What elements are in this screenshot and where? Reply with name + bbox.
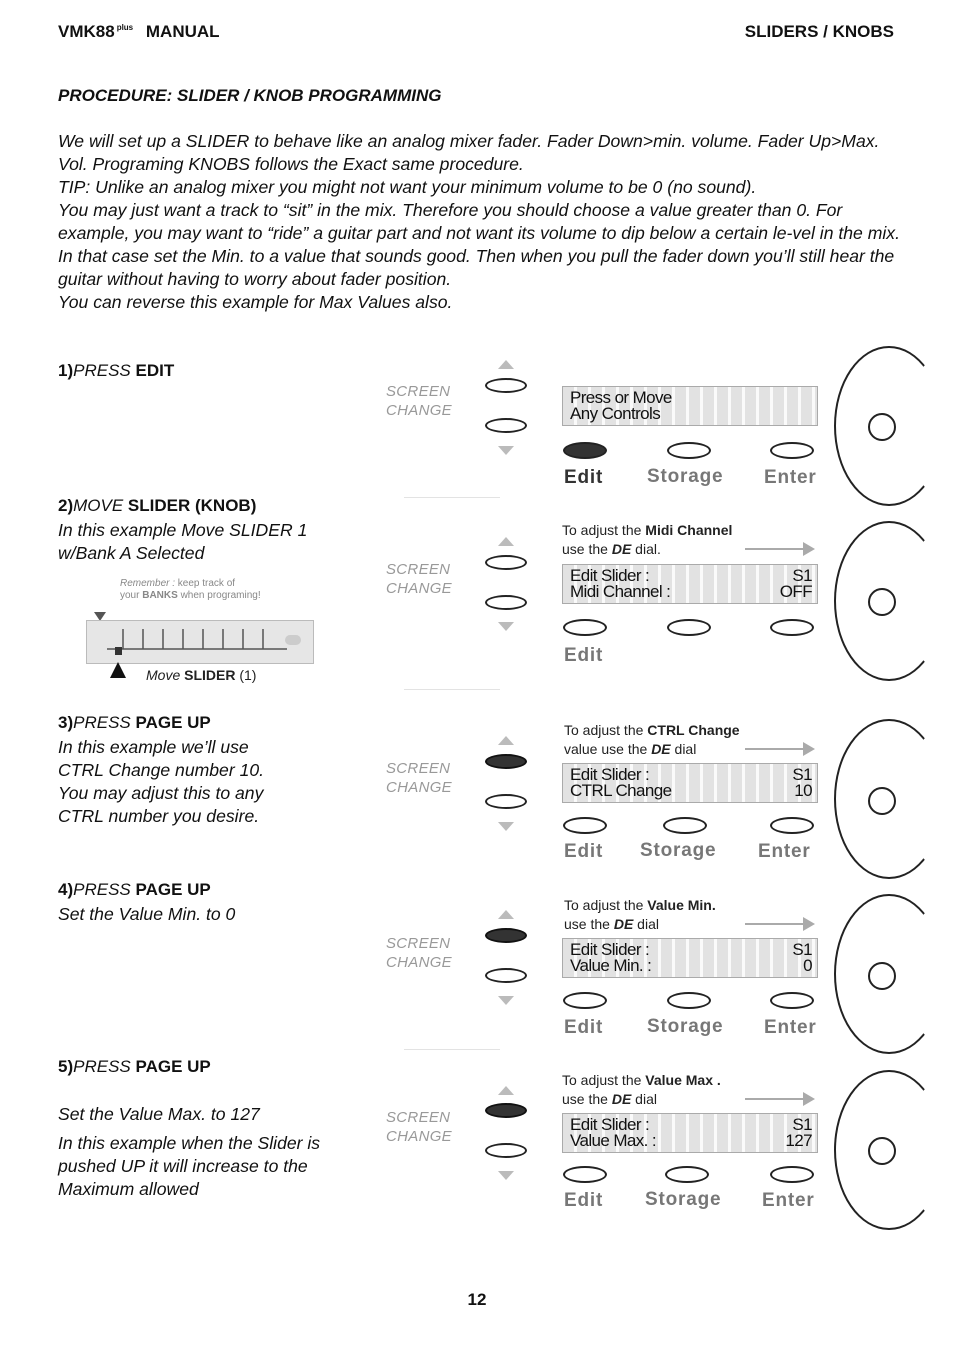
step-1-heading: 1)PRESS EDIT	[58, 361, 175, 380]
storage-label: Storage	[645, 1189, 722, 1210]
page-down-button[interactable]	[485, 1143, 527, 1158]
lcd-line-1: Edit Slider :	[570, 566, 650, 585]
page-down-arrow-icon	[498, 996, 514, 1005]
divider	[404, 497, 500, 498]
storage-button[interactable]	[665, 1166, 709, 1183]
small-knob-icon[interactable]	[868, 962, 896, 990]
intro-paragraph: You can reverse this example for Max Values also.	[58, 292, 453, 312]
enter-label: Enter	[764, 467, 817, 488]
lcd-line-1: Press or Move	[570, 388, 672, 407]
page-up-button[interactable]	[485, 1103, 527, 1118]
header-model: VMK88 $^{plus}$ MANUAL	[58, 22, 220, 41]
storage-button[interactable]	[667, 619, 711, 636]
page-down-arrow-icon	[498, 1171, 514, 1180]
lcd-line-1: Edit Slider :	[570, 765, 650, 784]
enter-button[interactable]	[770, 817, 814, 834]
page-up-arrow-icon	[498, 537, 514, 546]
screen-change-label: SCREEN CHANGE	[386, 561, 452, 597]
right-arrow-icon	[745, 748, 805, 750]
lcd-line-1: Edit Slider :	[570, 940, 650, 959]
page-up-arrow-icon	[498, 736, 514, 745]
lcd-display	[562, 763, 818, 803]
bank-reminder: Remember : keep track of your BANKS when programing!	[120, 578, 261, 601]
edit-button[interactable]	[563, 1166, 607, 1183]
edit-button[interactable]	[563, 619, 607, 636]
enter-button[interactable]	[770, 619, 814, 636]
intro-paragraph: TIP: Unlike an analog mixer you might not want your minimum volume to be 0 (no sound).	[58, 177, 757, 197]
page-up-arrow-icon	[498, 910, 514, 919]
edit-button[interactable]	[563, 442, 607, 459]
small-knob-icon[interactable]	[868, 588, 896, 616]
small-knob-icon[interactable]	[868, 787, 896, 815]
lcd-value: OFF	[779, 582, 812, 601]
right-arrow-icon	[745, 1098, 805, 1100]
screen-change-label: SCREEN CHANGE	[386, 935, 452, 971]
edit-label: Edit	[564, 1190, 604, 1211]
edit-label: Edit	[564, 841, 604, 862]
lcd-value: 0	[803, 956, 812, 975]
step-4-text: Set the Value Min. to 0	[58, 904, 236, 924]
step-3-heading: 3)PRESS PAGE UP	[58, 713, 211, 732]
storage-button[interactable]	[667, 992, 711, 1009]
divider	[404, 689, 500, 690]
pointer-arrow-icon	[110, 662, 126, 678]
lcd-display	[562, 564, 818, 604]
storage-label: Storage	[640, 840, 717, 861]
lcd-line-1: Edit Slider :	[570, 1115, 650, 1134]
lcd-display	[562, 938, 818, 978]
enter-button[interactable]	[770, 992, 814, 1009]
page-down-button[interactable]	[485, 794, 527, 809]
enter-button[interactable]	[770, 1166, 814, 1183]
right-arrow-icon	[745, 923, 805, 925]
storage-button[interactable]	[663, 817, 707, 834]
small-knob-icon[interactable]	[868, 413, 896, 441]
page-down-button[interactable]	[485, 418, 527, 433]
slider-bank-image	[86, 620, 314, 664]
page-up-button[interactable]	[485, 928, 527, 943]
storage-label: Storage	[647, 1016, 724, 1037]
page-down-arrow-icon	[498, 622, 514, 631]
adjust-instruction: To adjust the Value Min. use the DE dial	[564, 897, 716, 932]
intro-paragraph: You may just want a track to “sit” in the mix. Therefore you should choose a value greater than 0. For example, you may want to “ride” a guitar part and not want its volume to dip below a certain le-vel in the mix. In that case set the Min. to a value that sounds good. Then when you pull the fader down you’ll still hear the guitar without having to worry about fader position.	[58, 200, 900, 289]
step-2-text: In this example Move SLIDER 1 w/Bank A Selected	[58, 520, 308, 563]
edit-label: Edit	[564, 645, 604, 666]
screen-change-label: SCREEN CHANGE	[386, 760, 452, 796]
lcd-line-2: Value Max. :	[570, 1131, 657, 1150]
lcd-line-2: Any Controls	[570, 404, 661, 423]
lcd-slider-id: S1	[792, 940, 812, 959]
enter-label: Enter	[762, 1190, 815, 1211]
page-up-arrow-icon	[498, 360, 514, 369]
lcd-value: 127	[785, 1131, 812, 1150]
page-up-button[interactable]	[485, 378, 527, 393]
lcd-value: 10	[794, 781, 812, 800]
step-5-text: Set the Value Max. to 127 In this example when the Slider is pushed UP it will increase to the Maximum allowed	[58, 1104, 321, 1199]
enter-label: Enter	[758, 841, 811, 862]
page-number: 12	[467, 1290, 487, 1309]
storage-label: Storage	[647, 466, 724, 487]
page-up-button[interactable]	[485, 555, 527, 570]
step-2-heading: 2)MOVE SLIDER (KNOB)	[58, 496, 257, 515]
divider	[404, 1049, 500, 1050]
move-slider-caption: Move SLIDER (1)	[146, 667, 257, 683]
lcd-slider-id: S1	[792, 765, 812, 784]
step-5-heading: 5)PRESS PAGE UP	[58, 1057, 211, 1076]
storage-button[interactable]	[667, 442, 711, 459]
lcd-display	[562, 1113, 818, 1153]
intro-text	[58, 130, 904, 314]
header-section: SLIDERS / KNOBS	[744, 22, 894, 41]
page-up-button[interactable]	[485, 754, 527, 769]
lcd-line-2: CTRL Change	[570, 781, 672, 800]
lcd-line-2: Midi Channel :	[570, 582, 671, 601]
adjust-instruction: To adjust the Midi Channel use the DE dial.	[562, 522, 733, 557]
lcd-display	[562, 386, 818, 426]
enter-label: Enter	[764, 1017, 817, 1038]
page-down-button[interactable]	[485, 968, 527, 983]
intro-paragraph: We will set up a SLIDER to behave like an analog mixer fader. Fader Down>min. volume. Fader Up>Max. Vol. Programing KNOBS follows the Exact same procedure.	[58, 131, 880, 174]
screen-change-label: SCREEN CHANGE	[386, 1109, 452, 1145]
page-up-arrow-icon	[498, 1086, 514, 1095]
lcd-line-2: Value Min. :	[570, 956, 652, 975]
page-down-arrow-icon	[498, 446, 514, 455]
edit-label: Edit	[564, 1017, 604, 1038]
enter-button[interactable]	[770, 442, 814, 459]
edit-label: Edit	[564, 467, 604, 488]
procedure-title: PROCEDURE: SLIDER / KNOB PROGRAMMING	[58, 86, 442, 105]
small-knob-icon[interactable]	[868, 1137, 896, 1165]
step-3-text: In this example we’ll use CTRL Change number 10. You may adjust this to any CTRL number you desire.	[58, 737, 265, 826]
page-down-arrow-icon	[498, 822, 514, 831]
lcd-slider-id: S1	[792, 566, 812, 585]
step-4-heading: 4)PRESS PAGE UP	[58, 880, 211, 899]
screen-change-label: SCREEN CHANGE	[386, 383, 452, 419]
right-arrow-icon	[745, 548, 805, 550]
lcd-slider-id: S1	[792, 1115, 812, 1134]
edit-button[interactable]	[563, 817, 607, 834]
adjust-instruction: To adjust the CTRL Change value use the DE dial	[564, 722, 740, 757]
page-down-button[interactable]	[485, 595, 527, 610]
adjust-instruction: To adjust the Value Max . use the DE dial	[562, 1072, 721, 1107]
edit-button[interactable]	[563, 992, 607, 1009]
